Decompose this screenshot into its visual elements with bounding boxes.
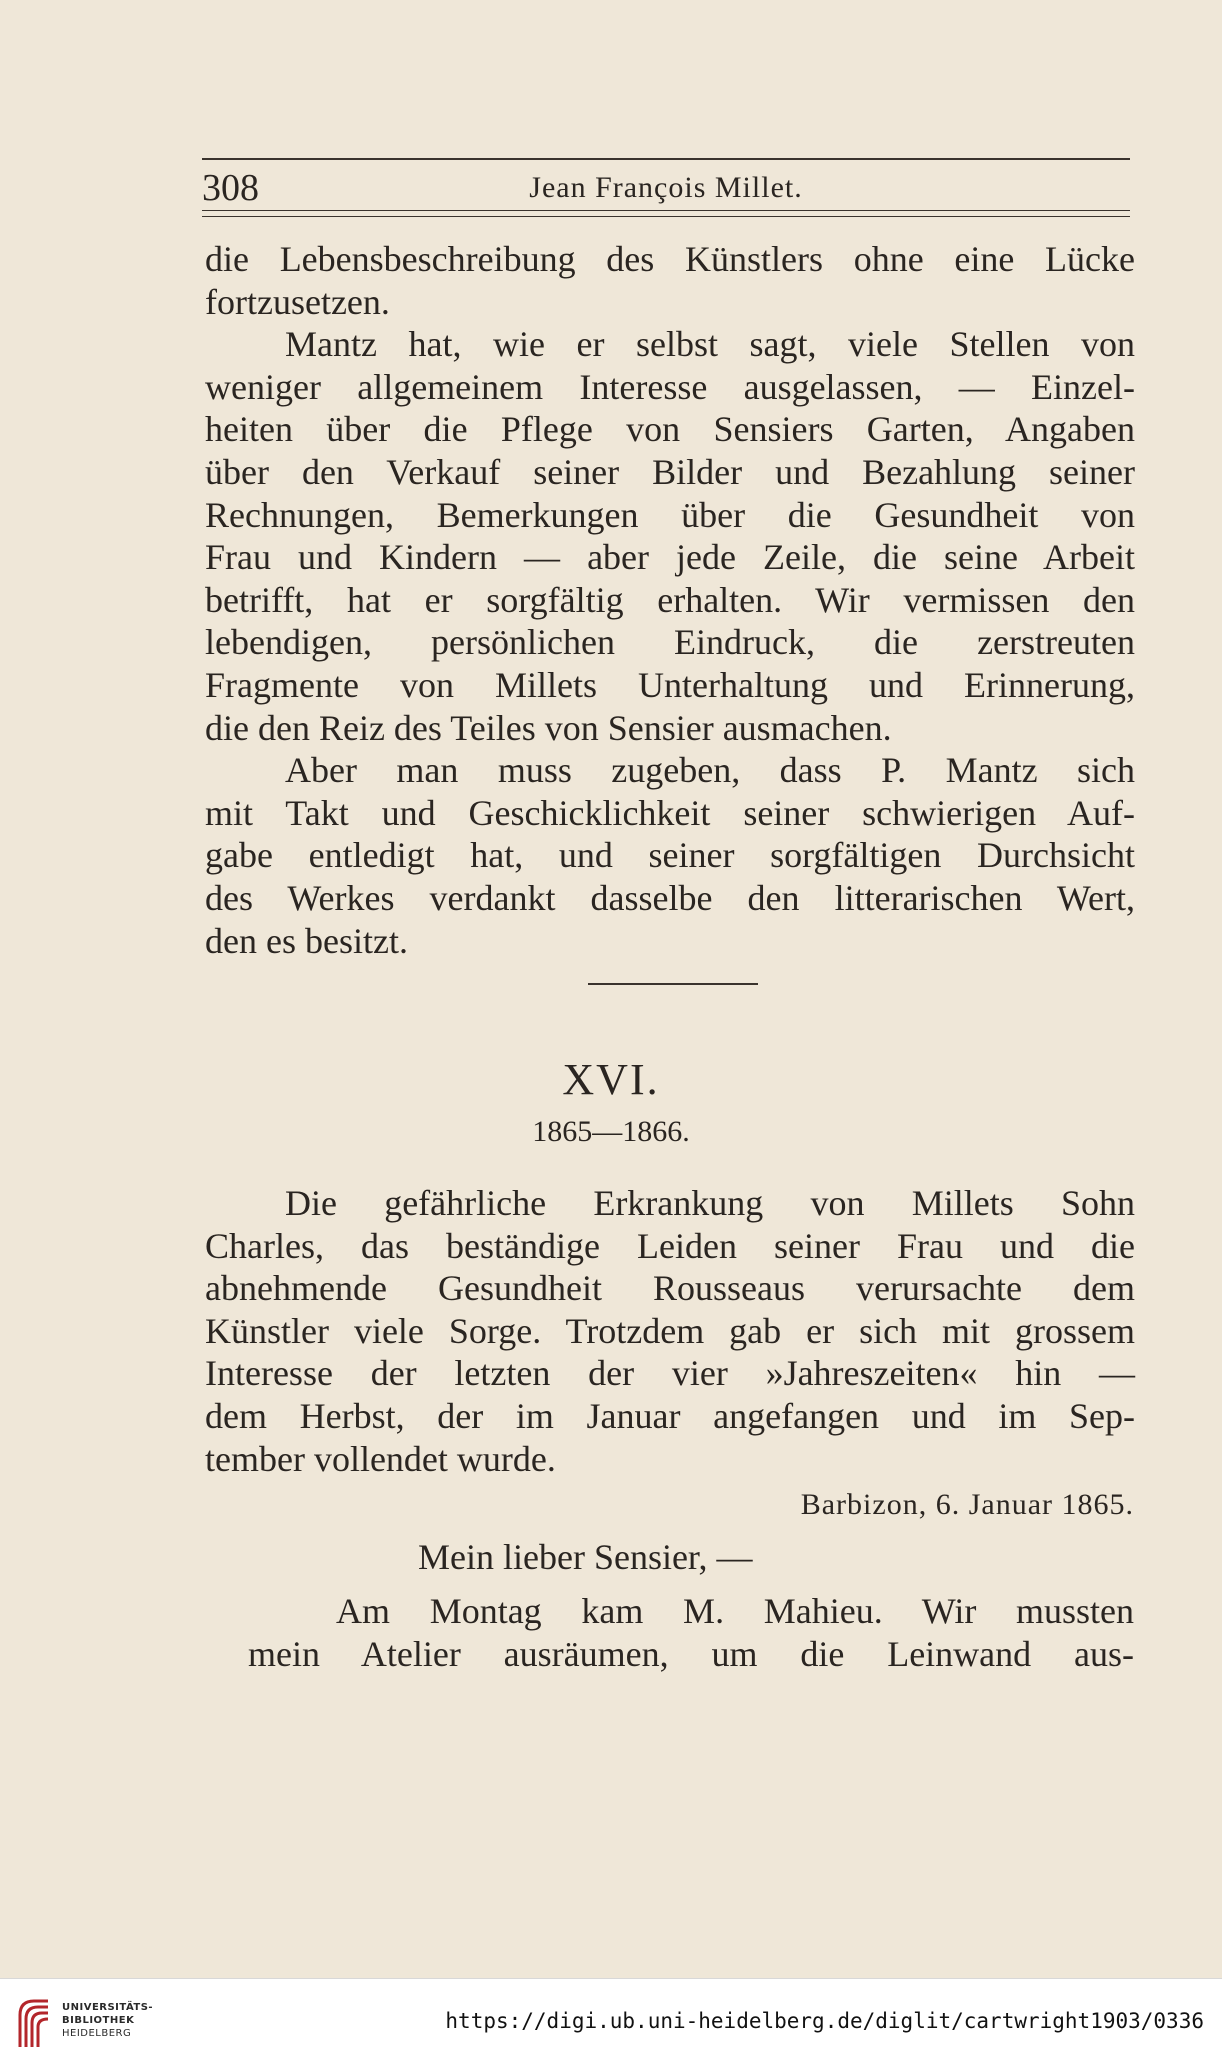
- text-line: die den Reiz des Teiles von Sensier ausmachen.: [205, 707, 892, 748]
- text-line: des Werkes verdankt dasselbe den litterarischen Wert,: [205, 877, 1135, 918]
- text-line: lebendigen, persönlichen Eindruck, die zerstreuten: [205, 622, 1135, 663]
- text-line: Aber man muss zugeben, dass P. Mantz sich: [285, 750, 1135, 791]
- text-line: Die gefährliche Erkrankung von Millets Sohn: [285, 1183, 1135, 1223]
- text-line: dem Herbst, der im Januar angefangen und im Sep-: [205, 1395, 1135, 1436]
- text-line: weniger allgemeinem Interesse ausgelassen, — Einzel-: [205, 366, 1135, 407]
- library-logo-icon: [14, 1993, 54, 2053]
- text-line: den es besitzt.: [205, 920, 408, 961]
- text-line: die Lebensbeschreibung des Künstlers ohne eine Lücke: [205, 239, 1135, 279]
- text-line: betrifft, hat er sorgfältig erhalten. Wir vermissen den: [205, 579, 1135, 620]
- section-divider: [588, 983, 758, 985]
- page-number: 308: [202, 167, 259, 209]
- chapter-number: XVI.: [562, 1055, 660, 1104]
- letter-body: [248, 1590, 1134, 1675]
- text-line: Frau und Kindern — aber jede Zeile, die seine Arbeit: [205, 537, 1135, 578]
- paragraph-block-1: [205, 238, 1135, 962]
- text-line: gabe entledigt hat, und seiner sorgfältigen Durchsicht: [205, 835, 1135, 876]
- running-head: [202, 158, 1130, 216]
- letter-dateline: Barbizon, 6. Januar 1865.: [800, 1488, 1134, 1521]
- text-line: Fragmente von Millets Unterhaltung und Erinnerung,: [205, 664, 1135, 705]
- text-line: Künstler viele Sorge. Trotzdem gab er sich mit grossem: [205, 1310, 1135, 1351]
- text-line: Interesse der letzten der vier »Jahreszeiten« hin —: [205, 1353, 1135, 1394]
- text-line: Mantz hat, wie er selbst sagt, viele Stellen von: [285, 324, 1135, 365]
- logo-line: BIBLIOTHEK: [62, 2015, 135, 2026]
- chapter-dates: 1865—1866.: [532, 1115, 690, 1148]
- paragraph-block-2: [205, 1182, 1135, 1480]
- text-line: fortzusetzen.: [205, 281, 390, 322]
- header-double-rule: [202, 210, 1130, 217]
- text-line: tember vollendet wurde.: [205, 1438, 556, 1479]
- library-logo-text: [62, 2001, 153, 2040]
- text-line: Am Montag kam M. Mahieu. Wir mussten: [336, 1591, 1134, 1631]
- text-line: Charles, das beständige Leiden seiner Frau und die: [205, 1225, 1135, 1266]
- logo-line: UNIVERSITÄTS-: [62, 2002, 154, 2013]
- viewer-footer: [0, 1978, 1222, 2068]
- text-line: über den Verkauf seiner Bilder und Bezahlung seiner: [205, 451, 1135, 492]
- text-line: mit Takt und Geschicklichkeit seiner schwierigen Auf-: [205, 792, 1135, 833]
- text-line: Rechnungen, Bemerkungen über die Gesundheit von: [205, 494, 1135, 535]
- permalink-url[interactable]: https://digi.ub.uni-heidelberg.de/diglit/cartwright1903/0336: [445, 2009, 1204, 2033]
- logo-line: HEIDELBERG: [62, 2028, 132, 2039]
- running-title: Jean François Millet.: [529, 171, 803, 204]
- text-line: heiten über die Pflege von Sensiers Garten, Angaben: [205, 409, 1135, 450]
- text-line: abnehmende Gesundheit Rousseaus verursachte dem: [205, 1268, 1135, 1309]
- letter-salutation: Mein lieber Sensier, —: [418, 1537, 753, 1577]
- text-line: mein Atelier ausräumen, um die Leinwand aus-: [248, 1633, 1134, 1674]
